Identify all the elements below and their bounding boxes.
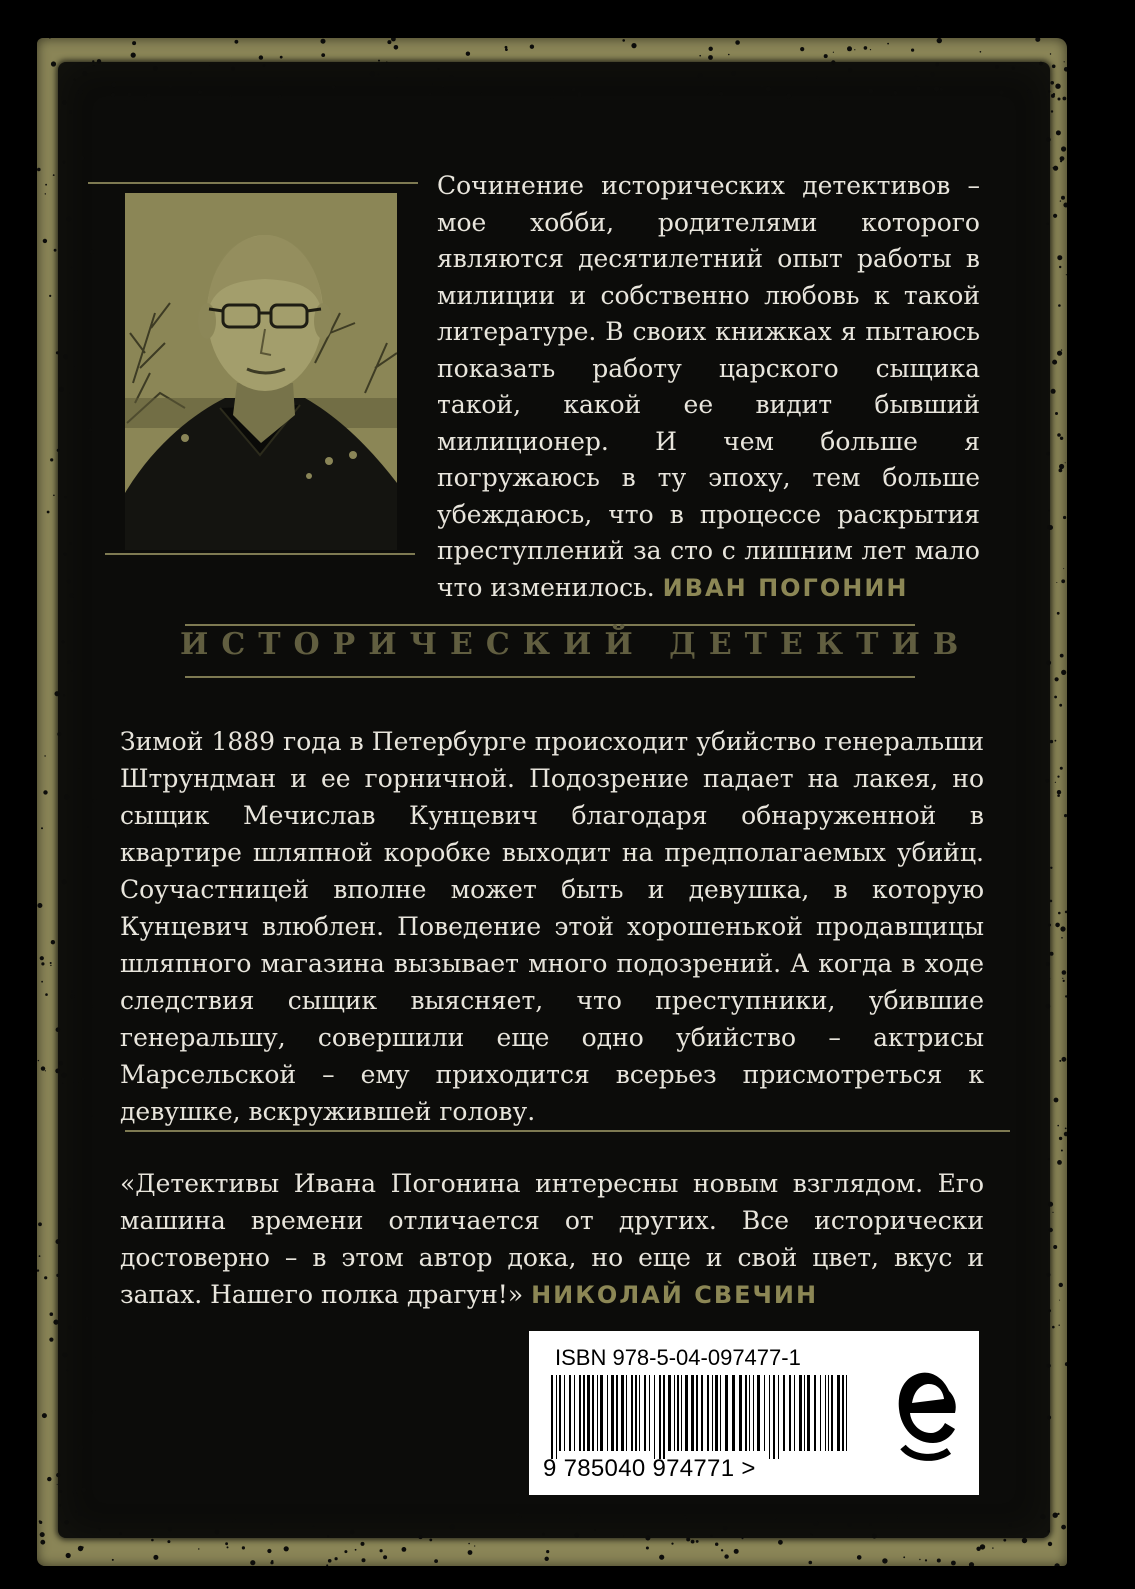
barcode-bar (739, 1375, 742, 1451)
review-text: «Детективы Ивана Погонина интересны новым взглядом. Его машина времени отличается от других. Все исторически достоверно – в этом автор дока, но еще и свой цвет, вкус и запах. Нашего полка драгун!» (120, 1169, 984, 1309)
barcode-bar (631, 1375, 633, 1451)
barcode-bar (583, 1375, 585, 1451)
barcode-bar (764, 1375, 765, 1451)
barcode-bar (551, 1375, 553, 1459)
barcode-bar (732, 1375, 735, 1451)
barcode-bar (659, 1375, 661, 1459)
barcode-bar (621, 1375, 624, 1451)
barcode-bar (757, 1375, 760, 1451)
barcode-bar (773, 1375, 775, 1459)
barcode-bar (579, 1375, 581, 1451)
barcode-bar (769, 1375, 770, 1459)
barcode-bar (668, 1375, 671, 1451)
genre-rule-bottom (185, 676, 915, 678)
author-photo (125, 193, 397, 550)
genre-rule-top (185, 624, 915, 626)
ean-barcode (549, 1375, 859, 1459)
barcode-bar (804, 1375, 805, 1451)
barcode-bar (846, 1375, 847, 1451)
barcode-bar (685, 1375, 688, 1451)
barcode-bar (725, 1375, 728, 1451)
author-bio-text: Сочинение исторических детективов – мое хобби, родителями которого являются десятилетний опыт работы в милиции и собственно любовь к такой литературе. В своих книжках я пытаюсь показать работу царского сыщика такой, какой ее видит бывший милиционер. И чем больше я погружаюсь в ту эпоху, тем больше убеждаюсь, что в процессе раскрытия преступлений за сто с лишним лет мало что изменилось. (437, 171, 980, 602)
decorative-rule (125, 1130, 1010, 1132)
book-annotation: Зимой 1889 года в Петербурге происходит убийство генеральши Штрундман и ее горничной. Подозрение падает на лакея, но сыщик Мечислав Кунцевич благодаря обнаруженной в квартире шляпной коробке выходит на предполагаемых убийц. Соучастницей вполне может быть и девушка, в которую Кунцевич влюблен. Поведение этой хорошенькой продавщицы шляпного магазина вызывает много подозрений. А когда в ходе следствия сыщик выясняет, что преступники, убившие генеральшу, совершили еще одно убийство – актрисы Марсельской – ему приходится всерьез присмотреться к девушке, вскружившей голову. (120, 727, 984, 1126)
barcode-bar (696, 1375, 698, 1451)
barcode-bar (607, 1375, 608, 1451)
barcode-bar (789, 1375, 791, 1451)
barcode-bar (556, 1375, 557, 1459)
barcode-bar (707, 1375, 709, 1451)
barcode-bar (701, 1375, 703, 1451)
barcode-bar (559, 1375, 561, 1451)
barcode-bar (677, 1375, 679, 1451)
barcode-bar (828, 1375, 829, 1451)
author-name: ИВАН ПОГОНИН (662, 573, 909, 602)
barcode-bar (674, 1375, 675, 1451)
barcode-bar (820, 1375, 821, 1451)
reviewer-name: НИКОЛАЙ СВЕЧИН (531, 1281, 819, 1309)
barcode-bar (569, 1375, 571, 1451)
barcode-bar (794, 1375, 795, 1451)
barcode-bar (749, 1375, 750, 1451)
barcode-bar (597, 1375, 598, 1451)
barcode-bar (587, 1375, 590, 1451)
barcode-bar (611, 1375, 614, 1451)
ean-digits: 9 785040 974771 > (543, 1455, 756, 1482)
barcode-bar (814, 1375, 816, 1451)
barcode-bar (592, 1375, 594, 1451)
barcode-bar (720, 1375, 721, 1451)
barcode-bar (649, 1375, 650, 1451)
barcode-bar (837, 1375, 840, 1451)
barcode-bar (691, 1375, 694, 1451)
barcode-bar (639, 1375, 640, 1451)
barcode-bar (574, 1375, 575, 1451)
barcode-bar (681, 1375, 682, 1451)
review-quote (120, 1165, 984, 1314)
decorative-rule (88, 182, 418, 184)
barcode-bar (564, 1375, 565, 1451)
barcode-bar (644, 1375, 646, 1451)
barcode-bar (600, 1375, 603, 1451)
barcode-bar (807, 1375, 810, 1451)
genre-heading: ИСТОРИЧЕСКИЙ ДЕТЕКТИВ (180, 627, 972, 662)
barcode-bar (712, 1375, 713, 1451)
author-bio (437, 168, 980, 606)
barcode-bar (842, 1375, 844, 1451)
barcode-bar (778, 1375, 779, 1459)
barcode-bar (626, 1375, 627, 1451)
barcode-bar (745, 1375, 747, 1451)
barcode-bar (654, 1375, 655, 1459)
barcode-bar (831, 1375, 833, 1451)
barcode-bar (825, 1375, 826, 1451)
barcode-bar (616, 1375, 618, 1451)
barcode-bar (799, 1375, 802, 1451)
barcode-bar (663, 1375, 665, 1459)
barcode-bar (635, 1375, 637, 1451)
barcode-bar (753, 1375, 754, 1451)
decorative-rule (105, 553, 415, 555)
isbn-barcode-block (529, 1331, 979, 1495)
eksmo-logo-icon (891, 1357, 963, 1465)
barcode-bar (783, 1375, 785, 1451)
barcode-bar (715, 1375, 718, 1451)
isbn-number: ISBN 978-5-04-097477-1 (555, 1345, 801, 1370)
